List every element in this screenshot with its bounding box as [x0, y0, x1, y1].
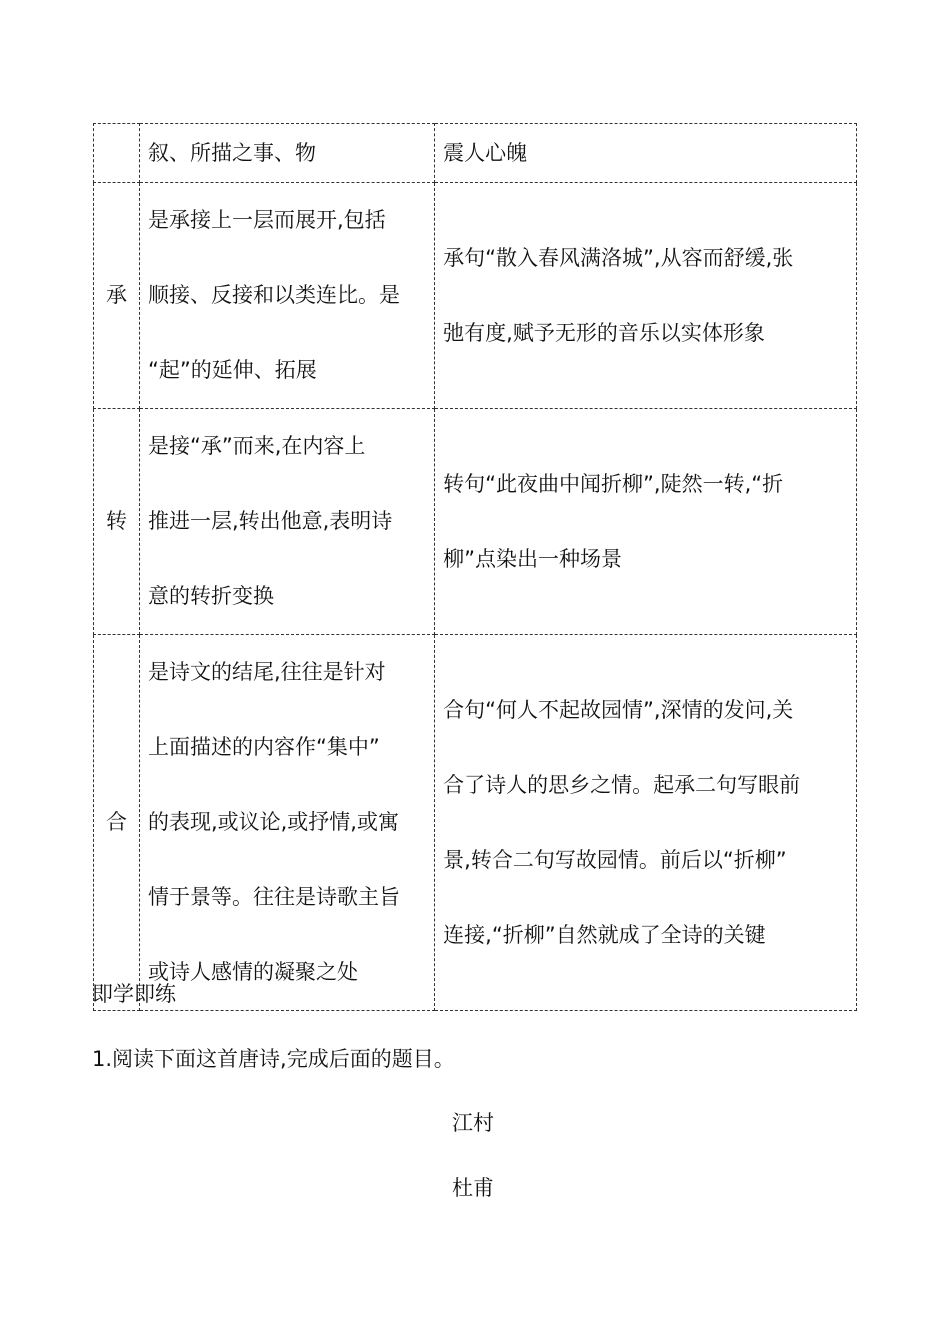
row-example: 承句“散入春风满洛城”,从容而舒缓,张 弛有度,赋予无形的音乐以实体形象 [435, 183, 857, 409]
row-label: 转 [94, 409, 140, 635]
row-example: 转句“此夜曲中闻折柳”,陡然一转,“折 柳”点染出一种场景 [435, 409, 857, 635]
row-example: 合句“何人不起故园情”,深情的发问,关 合了诗人的思乡之情。起承二句写眼前 景,转合二句写故园情。前后以“折柳” 连接,“折柳”自然就成了全诗的关键 [435, 635, 857, 1011]
row-label: 合 [94, 635, 140, 1011]
row-label [94, 124, 140, 183]
table-row [94, 635, 857, 1011]
row-example: 震人心魄 [435, 124, 857, 183]
analysis-table [93, 123, 857, 1011]
row-description: 叙、所描之事、物 [139, 124, 434, 183]
row-label: 承 [94, 183, 140, 409]
table-row [94, 409, 857, 635]
table-row [94, 183, 857, 409]
poem-title: 江村 [452, 1111, 494, 1135]
practice-heading: 即学即练 [92, 982, 176, 1006]
row-description: 是接“承”而来,在内容上 推进一层,转出他意,表明诗 意的转折变换 [139, 409, 434, 635]
row-description: 是诗文的结尾,往往是针对 上面描述的内容作“集中” 的表现,或议论,或抒情,或寓 情于景等。往往是诗歌主旨 或诗人感情的凝聚之处 [139, 635, 434, 1011]
poem-author: 杜甫 [452, 1176, 494, 1200]
row-description: 是承接上一层而展开,包括 顺接、反接和以类连比。是 “起”的延伸、拓展 [139, 183, 434, 409]
table-row [94, 124, 857, 183]
practice-question: 1.阅读下面这首唐诗,完成后面的题目。 [92, 1047, 455, 1071]
